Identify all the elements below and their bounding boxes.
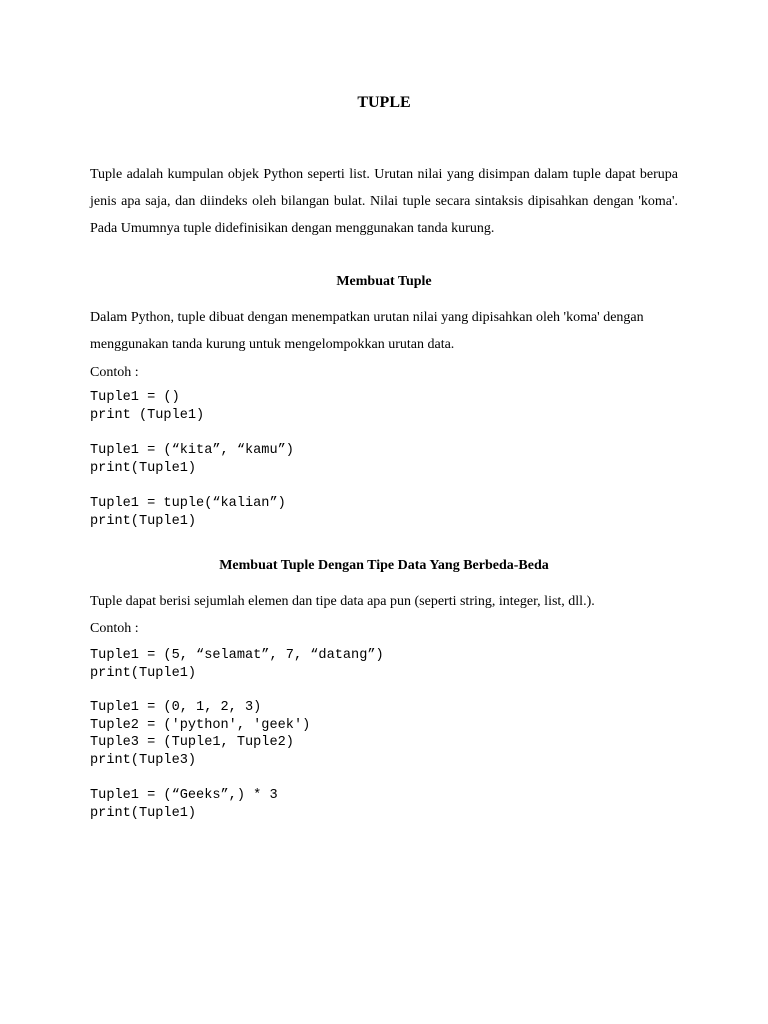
code-line: Tuple1 = (0, 1, 2, 3): [90, 700, 262, 715]
code-block-1: [90, 389, 204, 424]
section-heading-membuat-tuple: Membuat Tuple: [336, 274, 432, 289]
section1-paragraph: Dalam Python, tuple dibuat dengan menempatkan urutan nilai yang dipisahkan oleh 'koma' dengan menggunakan tanda kurung untuk mengelompokkan urutan data.: [90, 310, 644, 352]
section-heading-tipe-data-berbeda: Membuat Tuple Dengan Tipe Data Yang Berbeda-Beda: [219, 558, 549, 573]
code-line: print(Tuple1): [90, 665, 197, 681]
code-line: Tuple1 = tuple(“kalian”): [90, 496, 286, 511]
code-line: print(Tuple1): [90, 460, 197, 476]
code-line: print(Tuple1): [90, 805, 197, 821]
code-line: Tuple1 = (“Geeks”,) * 3: [90, 788, 278, 803]
code-block-4: [90, 647, 384, 682]
code-line: print(Tuple1): [90, 513, 197, 529]
code-line: Tuple1 = (“kita”, “kamu”): [90, 443, 294, 458]
code-block-6: [90, 787, 278, 822]
document-title: TUPLE: [357, 94, 411, 111]
code-line: Tuple2 = ('python', 'geek'): [90, 717, 311, 733]
code-line: Tuple1 = (): [90, 390, 180, 405]
code-line: Tuple3 = (Tuple1, Tuple2): [90, 735, 294, 750]
section2-example-label: Contoh :: [90, 621, 139, 636]
intro-paragraph: Tuple adalah kumpulan objek Python seperti list. Urutan nilai yang disimpan dalam tuple dapat berupa jenis apa saja, dan diindeks oleh bilangan bulat. Nilai tuple secara sintaksis dipisahkan dengan 'koma'. Pada Umumnya tuple didefinisikan dengan menggunakan tanda kurung.: [90, 167, 678, 236]
section1-example-label: Contoh :: [90, 365, 139, 380]
code-block-5: [90, 699, 310, 769]
code-block-2: [90, 442, 294, 477]
code-line: Tuple1 = (5, “selamat”, 7, “datang”): [90, 648, 384, 663]
code-line: print (Tuple1): [90, 407, 205, 423]
code-line: print(Tuple3): [90, 752, 197, 768]
code-block-3: [90, 495, 286, 530]
section2-paragraph: Tuple dapat berisi sejumlah elemen dan tipe data apa pun (seperti string, integer, list, dll.).: [90, 594, 595, 609]
